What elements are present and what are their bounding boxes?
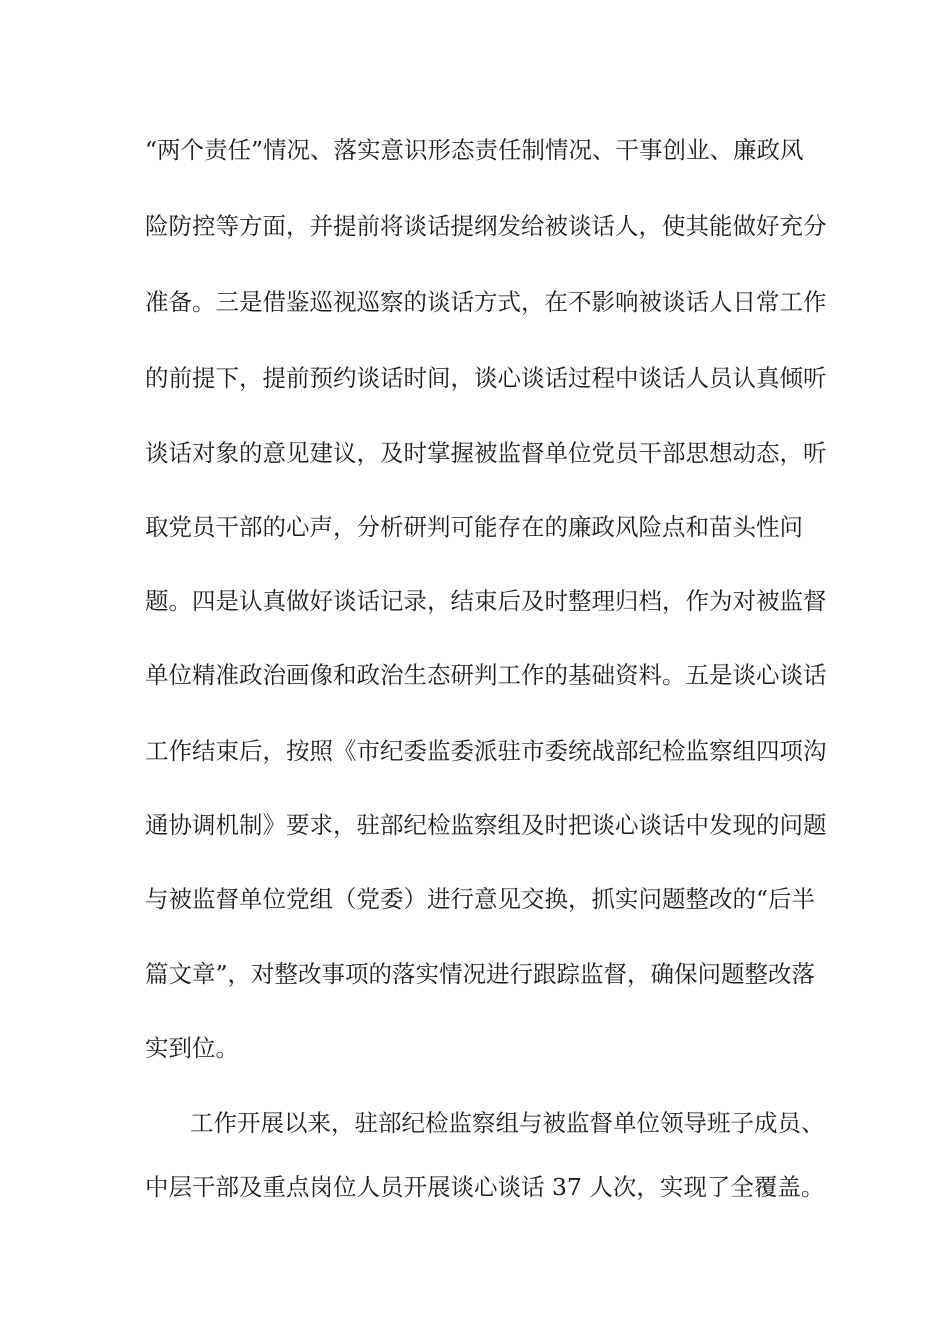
text-line: 险防控等方面，并提前将谈话提纲发给被谈话人，使其能做好充分 bbox=[145, 212, 827, 240]
text-line: “两个责任”情况、落实意识形态责任制情况、干事创业、廉政风 bbox=[145, 136, 804, 164]
text-line: 题。四是认真做好谈话记录，结束后及时整理归档，作为对被监督 bbox=[145, 587, 827, 615]
text-line: 中层干部及重点岗位人员开展谈心谈话 37 人次，实现了全覆盖。 bbox=[145, 1173, 825, 1201]
text-line: 实到位。 bbox=[145, 1034, 239, 1062]
text-line: 谈话对象的意见建议，及时掌握被监督单位党员干部思想动态，听 bbox=[145, 439, 827, 467]
text-line: 取党员干部的心声，分析研判可能存在的廉政风险点和苗头性问 bbox=[145, 513, 803, 541]
text-line: 的前提下，提前预约谈话时间，谈心谈话过程中谈话人员认真倾听 bbox=[145, 364, 827, 392]
paragraph-first-line: 工作开展以来，驻部纪检监察组与被监督单位领导班子成员、 bbox=[190, 1109, 825, 1137]
text-line: 单位精准政治画像和政治生态研判工作的基础资料。五是谈心谈话 bbox=[145, 661, 827, 689]
text-line: 与被监督单位党组（党委）进行意见交换，抓实问题整改的“后半 bbox=[145, 885, 816, 913]
text-line: 工作结束后，按照《市纪委监委派驻市委统战部纪检监察组四项沟 bbox=[145, 737, 827, 765]
text-line: 通协调机制》要求，驻部纪检监察组及时把谈心谈话中发现的问题 bbox=[145, 811, 827, 839]
text-line: 准备。三是借鉴巡视巡察的谈话方式，在不影响被谈话人日常工作 bbox=[145, 288, 827, 316]
text-line: 篇文章”，对整改事项的落实情况进行跟踪监督，确保问题整改落 bbox=[145, 960, 816, 988]
